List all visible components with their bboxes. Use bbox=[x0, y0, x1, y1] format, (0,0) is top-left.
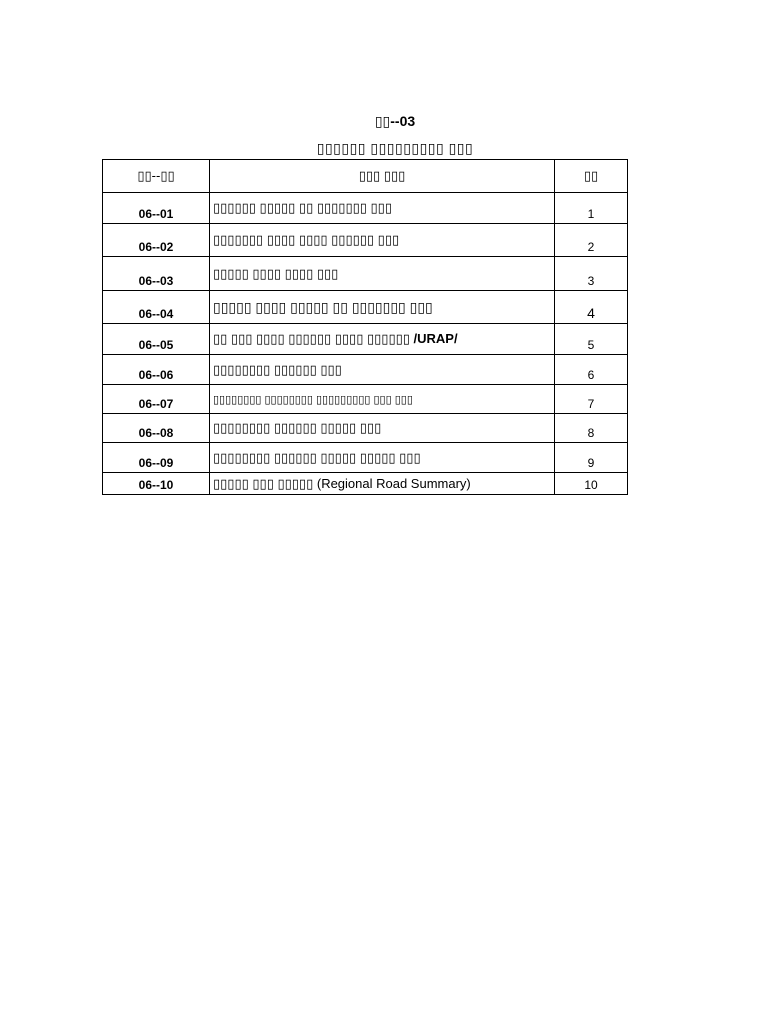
table-row bbox=[103, 414, 628, 443]
row-code: 06--09 bbox=[103, 443, 210, 473]
row-page: 5 bbox=[555, 324, 628, 355]
row-page: 4 bbox=[555, 291, 628, 324]
row-code: 06--08 bbox=[103, 414, 210, 443]
row-title-text: ▯▯▯▯▯ ▯▯▯ ▯▯▯▯▯ bbox=[213, 475, 314, 491]
table-row bbox=[103, 224, 628, 257]
row-code: 06--10 bbox=[103, 473, 210, 495]
table-row bbox=[103, 193, 628, 224]
row-title: ▯▯▯▯▯▯ ▯▯▯▯▯ ▯▯ ▯▯▯▯▯▯▯ ▯▯▯ bbox=[210, 193, 555, 224]
row-title: ▯▯▯▯▯▯▯▯ ▯▯▯▯▯▯ ▯▯▯▯▯ ▯▯▯ bbox=[210, 414, 555, 443]
row-code: 06--02 bbox=[103, 224, 210, 257]
row-page: 1 bbox=[555, 193, 628, 224]
row-page: 10 bbox=[555, 473, 628, 495]
header-code: ▯▯--▯▯ bbox=[103, 160, 210, 193]
row-title-text: ▯▯ ▯▯▯ ▯▯▯▯ ▯▯▯▯▯▯ ▯▯▯▯ ▯▯▯▯▯▯ bbox=[213, 331, 410, 346]
row-title: ▯▯▯▯▯▯▯▯ ▯▯▯▯▯▯ ▯▯▯▯▯ ▯▯▯▯▯ ▯▯▯ bbox=[210, 443, 555, 473]
table-row bbox=[103, 257, 628, 291]
table-row bbox=[103, 291, 628, 324]
row-code: 06--06 bbox=[103, 355, 210, 385]
table-row bbox=[103, 385, 628, 414]
table-row bbox=[103, 443, 628, 473]
row-page: 3 bbox=[555, 257, 628, 291]
row-title bbox=[210, 324, 555, 355]
table-header-row bbox=[103, 160, 628, 193]
row-title: ▯▯▯▯▯▯▯ ▯▯▯▯ ▯▯▯▯ ▯▯▯▯▯▯ ▯▯▯ bbox=[210, 224, 555, 257]
row-page: 9 bbox=[555, 443, 628, 473]
row-code: 06--07 bbox=[103, 385, 210, 414]
row-title: ▯▯▯▯▯▯▯▯ ▯▯▯▯▯▯ ▯▯▯ bbox=[210, 355, 555, 385]
row-title-suffix: /URAP/ bbox=[413, 331, 458, 346]
table-row bbox=[103, 324, 628, 355]
table-row bbox=[103, 355, 628, 385]
row-title: ▯▯▯▯▯ ▯▯▯▯ ▯▯▯▯▯ ▯▯ ▯▯▯▯▯▯▯ ▯▯▯ bbox=[210, 291, 555, 324]
row-page: 6 bbox=[555, 355, 628, 385]
row-page: 7 bbox=[555, 385, 628, 414]
row-title: ▯▯▯▯▯ ▯▯▯▯ ▯▯▯▯ ▯▯▯ bbox=[210, 257, 555, 291]
row-page: 2 bbox=[555, 224, 628, 257]
contents-table bbox=[102, 159, 628, 495]
row-title-suffix: (Regional Road Summary) bbox=[316, 475, 471, 491]
row-code: 06--03 bbox=[103, 257, 210, 291]
row-code: 06--05 bbox=[103, 324, 210, 355]
row-code: 06--01 bbox=[103, 193, 210, 224]
row-title: ▯▯▯▯▯▯▯▯ ▯▯▯▯▯▯▯▯ ▯▯▯▯▯▯▯▯▯ ▯▯▯ ▯▯▯ bbox=[210, 385, 555, 414]
row-page: 8 bbox=[555, 414, 628, 443]
row-code: 06--04 bbox=[103, 291, 210, 324]
page-subtitle: ▯▯▯▯▯▯ ▯▯▯▯▯▯▯▯▯ ▯▯▯ bbox=[316, 140, 474, 156]
row-title bbox=[210, 473, 555, 495]
header-page: ▯▯ bbox=[555, 160, 628, 193]
table-row bbox=[103, 473, 628, 495]
header-title: ▯▯▯ ▯▯▯ bbox=[210, 160, 555, 193]
page-title: ▯▯--03 bbox=[374, 113, 416, 129]
